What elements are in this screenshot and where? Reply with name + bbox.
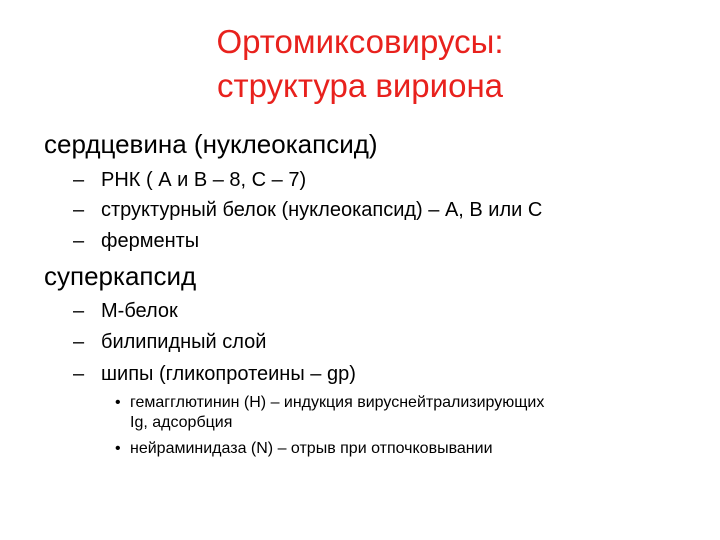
dash-marker: – <box>73 230 85 252</box>
slide-title <box>150 20 570 108</box>
dash-marker: – <box>73 363 85 385</box>
section-heading-envelope: суперкапсид <box>44 261 197 291</box>
list-item-text: М-белок <box>101 300 178 322</box>
list-item-text: структурный белок (нуклеокапсид) – А, В или С <box>101 199 543 221</box>
list-item-text: билипидный слой <box>101 331 267 353</box>
section-heading-core: сердцевина (нуклеокапсид) <box>44 129 378 159</box>
bullet-marker: • <box>115 440 121 457</box>
title-line-2: структура вириона <box>216 67 504 104</box>
list-item-text: РНК ( А и В – 8, С – 7) <box>101 169 307 191</box>
list-item-text: шипы (гликопротеины – gp) <box>101 363 356 385</box>
sub-list-item-text: нейраминидаза (N) – отрыв при отпочковывании <box>130 440 493 457</box>
bullet-marker: • <box>115 394 121 411</box>
sub-list-item-text-continued: Ig, адсорбция <box>130 414 233 431</box>
title-line-1: Ортомиксовирусы: <box>216 23 504 60</box>
dash-marker: – <box>73 169 85 191</box>
dash-marker: – <box>73 300 85 322</box>
sub-list-item-text: гемагглютинин (Н) – индукция вируснейтрализирующих <box>130 394 545 411</box>
dash-marker: – <box>73 199 85 221</box>
dash-marker: – <box>73 331 85 353</box>
list-item-text: ферменты <box>101 230 200 252</box>
